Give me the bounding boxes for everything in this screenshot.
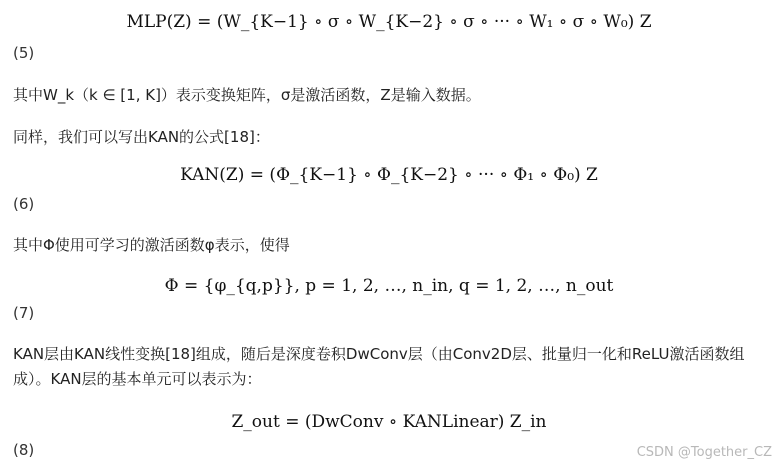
paragraph-kan-formula-intro: 同样，我们可以写出KAN的公式[18]： <box>13 128 270 146</box>
paragraph-kan-layer: KAN层由KAN线性变换[18]组成，随后是深度卷积DwConv层（由Conv2D层、批量归一化和ReLU激活函数组成）。KAN层的基本单元可以表示为： <box>13 345 745 388</box>
equation-7 <box>0 276 778 296</box>
equation-number-6: (6) <box>13 195 35 213</box>
equation-5 <box>0 12 778 32</box>
equation-8-text: Z_out = (DwConv ∘ KANLinear) Z_in <box>231 412 547 432</box>
equation-number-5: (5) <box>13 44 35 62</box>
csdn-watermark: CSDN @Together_CZ <box>636 445 772 460</box>
equation-7-text: Φ = {φ_{q,p}}, p = 1, 2, …, n_in, q = 1, 2, …, n_out <box>164 276 614 296</box>
equation-number-7: (7) <box>13 304 35 322</box>
equation-number-8: (8) <box>13 441 35 459</box>
paragraph-transform-matrix: 其中W_k（k ∈ [1, K]）表示变换矩阵，σ是激活函数，Z是输入数据。 <box>13 86 481 104</box>
equation-8 <box>0 412 778 432</box>
paragraph-phi-definition: 其中Φ使用可学习的激活函数φ表示，使得 <box>13 236 290 254</box>
equation-6-text: KAN(Z) = (Φ_{K−1} ∘ Φ_{K−2} ∘ ··· ∘ Φ₁ ∘ Φ₀) Z <box>180 165 598 185</box>
equation-5-text: MLP(Z) = (W_{K−1} ∘ σ ∘ W_{K−2} ∘ σ ∘ ··· ∘ W₁ ∘ σ ∘ W₀) Z <box>126 12 652 32</box>
equation-6 <box>0 165 778 185</box>
